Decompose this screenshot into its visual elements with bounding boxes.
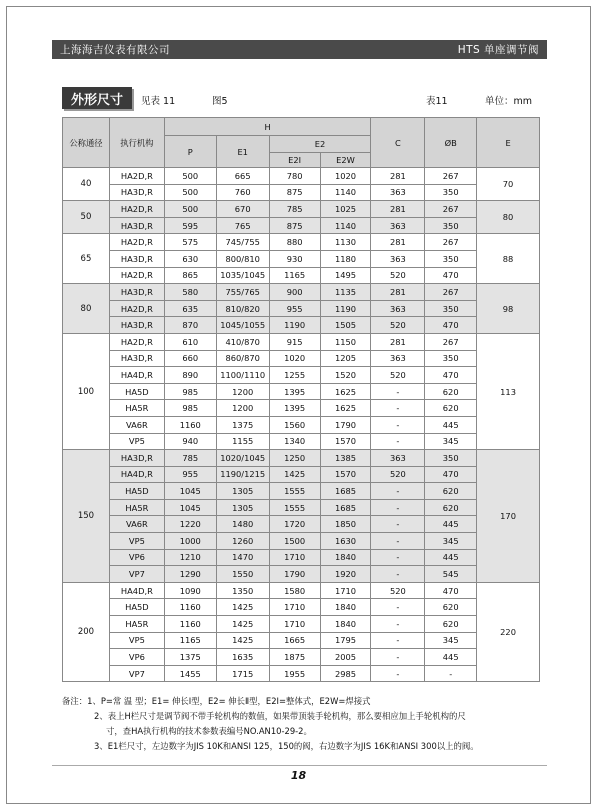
table-row — [63, 649, 540, 666]
see-table-ref: 见表 11 — [141, 96, 176, 107]
cell-e2w: 1625 — [320, 383, 371, 400]
cell-e2i: 1710 — [269, 599, 320, 616]
cell-e2w: 1020 — [320, 168, 371, 185]
header-e: E — [477, 118, 540, 168]
cell-ob: 267 — [425, 201, 477, 218]
cell-e2w: 1385 — [320, 450, 371, 467]
cell-ob: 470 — [425, 317, 477, 334]
cell-actuator: VP5 — [109, 433, 164, 450]
cell-p: 1160 — [164, 616, 216, 633]
cell-ob: 620 — [425, 499, 477, 516]
cell-e2i: 780 — [269, 168, 320, 185]
cell-e1: 1190/1215 — [216, 466, 269, 483]
table-row — [63, 300, 540, 317]
cell-e2i: 1875 — [269, 649, 320, 666]
cell-c: 281 — [371, 234, 425, 251]
unit-label: 单位：mm — [485, 96, 533, 107]
cell-e2w: 1135 — [320, 284, 371, 301]
cell-p: 580 — [164, 284, 216, 301]
header-p: P — [164, 136, 216, 168]
cell-e2w: 1505 — [320, 317, 371, 334]
cell-c: - — [371, 516, 425, 533]
cell-actuator: VP6 — [109, 549, 164, 566]
cell-e1: 410/870 — [216, 333, 269, 350]
footer-rule — [52, 765, 547, 766]
header-h: H — [164, 118, 371, 136]
cell-ob: 470 — [425, 267, 477, 284]
cell-p: 1045 — [164, 499, 216, 516]
cell-e2i: 1250 — [269, 450, 320, 467]
cell-e: 80 — [477, 201, 540, 234]
cell-e: 220 — [477, 582, 540, 682]
cell-e2w: 1790 — [320, 416, 371, 433]
cell-e1: 755/765 — [216, 284, 269, 301]
cell-dn: 150 — [63, 450, 110, 583]
cell-e1: 800/810 — [216, 250, 269, 267]
cell-e1: 1045/1055 — [216, 317, 269, 334]
cell-e2i: 875 — [269, 217, 320, 234]
cell-e1: 1550 — [216, 566, 269, 583]
cell-e: 98 — [477, 284, 540, 334]
cell-ob: 620 — [425, 383, 477, 400]
cell-e: 170 — [477, 450, 540, 583]
cell-actuator: HA5D — [109, 383, 164, 400]
cell-actuator: HA2D,R — [109, 333, 164, 350]
cell-c: - — [371, 632, 425, 649]
table-row — [63, 367, 540, 384]
cell-p: 985 — [164, 383, 216, 400]
cell-ob: 445 — [425, 549, 477, 566]
cell-p: 985 — [164, 400, 216, 417]
cell-e1: 1200 — [216, 400, 269, 417]
cell-p: 1220 — [164, 516, 216, 533]
cell-p: 635 — [164, 300, 216, 317]
cell-e2w: 2005 — [320, 649, 371, 666]
table-row — [63, 499, 540, 516]
cell-e1: 1375 — [216, 416, 269, 433]
cell-p: 1160 — [164, 416, 216, 433]
figure-ref: 图5 — [212, 96, 228, 107]
cell-e2i: 1955 — [269, 665, 320, 682]
cell-actuator: HA3D,R — [109, 250, 164, 267]
cell-dn: 40 — [63, 168, 110, 201]
cell-ob: 345 — [425, 533, 477, 550]
product-name: HTS 单座调节阀 — [457, 44, 539, 56]
table-row — [63, 217, 540, 234]
table-row — [63, 201, 540, 218]
cell-e2i: 1165 — [269, 267, 320, 284]
cell-e2i: 1710 — [269, 549, 320, 566]
cell-ob: 620 — [425, 599, 477, 616]
table-row — [63, 250, 540, 267]
table-row — [63, 549, 540, 566]
cell-c: 363 — [371, 217, 425, 234]
cell-ob: 545 — [425, 566, 477, 583]
header-ob: ØB — [425, 118, 477, 168]
cell-ob: 350 — [425, 217, 477, 234]
company-name: 上海海吉仪表有限公司 — [60, 44, 170, 56]
header-e2: E2 — [269, 136, 371, 153]
cell-p: 940 — [164, 433, 216, 450]
cell-c: 363 — [371, 300, 425, 317]
cell-p: 1165 — [164, 632, 216, 649]
cell-c: 363 — [371, 450, 425, 467]
cell-e2i: 875 — [269, 184, 320, 201]
cell-p: 575 — [164, 234, 216, 251]
cell-e2w: 1190 — [320, 300, 371, 317]
cell-e2i: 900 — [269, 284, 320, 301]
cell-e2i: 955 — [269, 300, 320, 317]
cell-p: 1375 — [164, 649, 216, 666]
cell-p: 865 — [164, 267, 216, 284]
cell-e2w: 1520 — [320, 367, 371, 384]
section-title: 外形尺寸 — [62, 87, 132, 109]
cell-c: 363 — [371, 350, 425, 367]
cell-ob: 267 — [425, 168, 477, 185]
table-row — [63, 383, 540, 400]
cell-e2i: 1425 — [269, 466, 320, 483]
cell-e2w: 1840 — [320, 599, 371, 616]
cell-e1: 860/870 — [216, 350, 269, 367]
cell-e1: 1425 — [216, 616, 269, 633]
cell-e1: 1260 — [216, 533, 269, 550]
cell-e2i: 1665 — [269, 632, 320, 649]
cell-e1: 1480 — [216, 516, 269, 533]
cell-e2i: 915 — [269, 333, 320, 350]
cell-dn: 200 — [63, 582, 110, 682]
cell-e1: 1100/1110 — [216, 367, 269, 384]
cell-e2w: 1850 — [320, 516, 371, 533]
table-row — [63, 350, 540, 367]
cell-actuator: VP5 — [109, 533, 164, 550]
cell-e2i: 1395 — [269, 400, 320, 417]
cell-e2w: 1840 — [320, 549, 371, 566]
table-row — [63, 665, 540, 682]
table-row — [63, 616, 540, 633]
cell-e2i: 1560 — [269, 416, 320, 433]
cell-e2i: 1395 — [269, 383, 320, 400]
table-row — [63, 333, 540, 350]
cell-c: - — [371, 416, 425, 433]
cell-ob: 620 — [425, 400, 477, 417]
cell-dn: 80 — [63, 284, 110, 334]
cell-c: - — [371, 499, 425, 516]
cell-ob: 350 — [425, 184, 477, 201]
cell-p: 500 — [164, 168, 216, 185]
cell-ob: 350 — [425, 350, 477, 367]
table-row — [63, 632, 540, 649]
header-e2w: E2W — [320, 153, 371, 168]
cell-ob: - — [425, 665, 477, 682]
cell-actuator: HA4D,R — [109, 582, 164, 599]
cell-e2w: 1840 — [320, 616, 371, 633]
table-row — [63, 234, 540, 251]
cell-e: 88 — [477, 234, 540, 284]
cell-actuator: HA2D,R — [109, 234, 164, 251]
cell-ob: 345 — [425, 433, 477, 450]
cell-actuator: HA2D,R — [109, 201, 164, 218]
cell-c: 281 — [371, 201, 425, 218]
cell-e2i: 1255 — [269, 367, 320, 384]
table-row — [63, 599, 540, 616]
cell-c: - — [371, 383, 425, 400]
cell-e1: 1470 — [216, 549, 269, 566]
cell-dn: 100 — [63, 333, 110, 449]
table-row — [63, 466, 540, 483]
cell-e2i: 1500 — [269, 533, 320, 550]
table-row — [63, 516, 540, 533]
cell-e2w: 1205 — [320, 350, 371, 367]
table-number: 表11 — [426, 96, 448, 107]
cell-e2w: 1570 — [320, 433, 371, 450]
cell-e: 70 — [477, 168, 540, 201]
cell-c: - — [371, 549, 425, 566]
note-2: 2、表上H栏尺寸是调节阀不带手轮机构的数值，如果带顶装手轮机构，那么要相应加上手轮机构的尺 — [94, 711, 466, 721]
cell-e1: 745/755 — [216, 234, 269, 251]
cell-e2i: 1710 — [269, 616, 320, 633]
cell-p: 890 — [164, 367, 216, 384]
cell-c: - — [371, 400, 425, 417]
cell-p: 1455 — [164, 665, 216, 682]
cell-c: - — [371, 566, 425, 583]
table-row — [63, 533, 540, 550]
dimension-table — [62, 117, 540, 682]
cell-e2w: 1685 — [320, 483, 371, 500]
cell-e2w: 1710 — [320, 582, 371, 599]
page-number: 18 — [290, 769, 307, 782]
cell-c: 363 — [371, 184, 425, 201]
cell-ob: 350 — [425, 300, 477, 317]
cell-actuator: VA6R — [109, 516, 164, 533]
cell-p: 1045 — [164, 483, 216, 500]
cell-e2w: 1795 — [320, 632, 371, 649]
table-row — [63, 582, 540, 599]
cell-c: 281 — [371, 333, 425, 350]
cell-actuator: HA2D,R — [109, 300, 164, 317]
cell-e: 113 — [477, 333, 540, 449]
cell-e1: 1635 — [216, 649, 269, 666]
cell-e2w: 1920 — [320, 566, 371, 583]
note-1: 备注：1、P=常 温 型；E1= 伸长Ⅰ型，E2= 伸长Ⅱ型，E2I=整体式，E2W=焊接式 — [62, 696, 371, 706]
cell-ob: 267 — [425, 234, 477, 251]
cell-p: 500 — [164, 184, 216, 201]
cell-actuator: VA6R — [109, 416, 164, 433]
cell-c: 281 — [371, 284, 425, 301]
cell-ob: 470 — [425, 367, 477, 384]
cell-c: 520 — [371, 367, 425, 384]
cell-e1: 1425 — [216, 599, 269, 616]
cell-e1: 1035/1045 — [216, 267, 269, 284]
cell-ob: 445 — [425, 649, 477, 666]
header-e2i: E2Ⅰ — [269, 153, 320, 168]
table-row — [63, 184, 540, 201]
table-row — [63, 400, 540, 417]
cell-e1: 1200 — [216, 383, 269, 400]
cell-p: 595 — [164, 217, 216, 234]
cell-p: 1210 — [164, 549, 216, 566]
cell-c: - — [371, 649, 425, 666]
cell-e2i: 1580 — [269, 582, 320, 599]
cell-dn: 50 — [63, 201, 110, 234]
cell-ob: 350 — [425, 250, 477, 267]
section-heading-row — [62, 87, 547, 109]
cell-p: 785 — [164, 450, 216, 467]
cell-ob: 470 — [425, 466, 477, 483]
cell-actuator: HA3D,R — [109, 350, 164, 367]
cell-e2w: 1685 — [320, 499, 371, 516]
cell-e1: 1305 — [216, 499, 269, 516]
cell-c: - — [371, 599, 425, 616]
cell-actuator: VP7 — [109, 566, 164, 583]
cell-e1: 810/820 — [216, 300, 269, 317]
cell-actuator: HA5R — [109, 400, 164, 417]
table-row — [63, 483, 540, 500]
cell-actuator: VP5 — [109, 632, 164, 649]
cell-e2w: 1625 — [320, 400, 371, 417]
cell-e2w: 1495 — [320, 267, 371, 284]
cell-e2w: 1150 — [320, 333, 371, 350]
cell-ob: 620 — [425, 483, 477, 500]
cell-e1: 760 — [216, 184, 269, 201]
table-row — [63, 267, 540, 284]
notes — [62, 694, 542, 754]
cell-ob: 445 — [425, 516, 477, 533]
table-row — [63, 450, 540, 467]
cell-e2w: 1140 — [320, 217, 371, 234]
cell-ob: 345 — [425, 632, 477, 649]
cell-ob: 267 — [425, 284, 477, 301]
cell-p: 870 — [164, 317, 216, 334]
header-actuator: 执行机构 — [109, 118, 164, 168]
cell-dn: 65 — [63, 234, 110, 284]
cell-e2i: 930 — [269, 250, 320, 267]
cell-actuator: HA3D,R — [109, 317, 164, 334]
cell-c: 520 — [371, 317, 425, 334]
cell-e2i: 1340 — [269, 433, 320, 450]
cell-actuator: HA4D,R — [109, 466, 164, 483]
cell-c: 281 — [371, 168, 425, 185]
cell-e1: 1350 — [216, 582, 269, 599]
cell-e2i: 785 — [269, 201, 320, 218]
note-2-continued: 寸，查HA执行机构的技术参数表编号NO.AN10-29-2。 — [106, 726, 312, 736]
cell-p: 1090 — [164, 582, 216, 599]
cell-p: 630 — [164, 250, 216, 267]
cell-c: - — [371, 433, 425, 450]
cell-e1: 665 — [216, 168, 269, 185]
cell-actuator: HA3D,R — [109, 217, 164, 234]
cell-actuator: HA5D — [109, 599, 164, 616]
cell-actuator: HA3D,R — [109, 184, 164, 201]
cell-c: 520 — [371, 582, 425, 599]
cell-p: 1000 — [164, 533, 216, 550]
cell-e2w: 1630 — [320, 533, 371, 550]
table-row — [63, 433, 540, 450]
cell-e1: 670 — [216, 201, 269, 218]
page-header — [52, 40, 547, 59]
note-3: 3、E1栏尺寸，左边数字为JIS 10K和ANSI 125，150的阀，右边数字为JIS 16K和ANSI 300以上的阀。 — [94, 741, 479, 751]
cell-c: - — [371, 533, 425, 550]
cell-actuator: HA3D,R — [109, 450, 164, 467]
cell-e2i: 1555 — [269, 499, 320, 516]
cell-e2i: 1190 — [269, 317, 320, 334]
cell-actuator: VP7 — [109, 665, 164, 682]
cell-e2i: 1020 — [269, 350, 320, 367]
cell-actuator: HA5R — [109, 499, 164, 516]
cell-p: 955 — [164, 466, 216, 483]
cell-p: 610 — [164, 333, 216, 350]
cell-p: 1160 — [164, 599, 216, 616]
cell-c: - — [371, 665, 425, 682]
cell-ob: 267 — [425, 333, 477, 350]
cell-actuator: HA4D,R — [109, 367, 164, 384]
cell-e2w: 1570 — [320, 466, 371, 483]
header-dn: 公称通径 — [63, 118, 110, 168]
cell-ob: 620 — [425, 616, 477, 633]
cell-actuator: HA2D,R — [109, 267, 164, 284]
cell-ob: 470 — [425, 582, 477, 599]
cell-ob: 445 — [425, 416, 477, 433]
table-row — [63, 416, 540, 433]
cell-e2w: 2985 — [320, 665, 371, 682]
table-row — [63, 317, 540, 334]
cell-actuator: HA5R — [109, 616, 164, 633]
cell-ob: 350 — [425, 450, 477, 467]
cell-e1: 1020/1045 — [216, 450, 269, 467]
table-row — [63, 566, 540, 583]
cell-actuator: HA3D,R — [109, 284, 164, 301]
cell-e1: 765 — [216, 217, 269, 234]
cell-e1: 1305 — [216, 483, 269, 500]
cell-e2i: 1555 — [269, 483, 320, 500]
cell-p: 500 — [164, 201, 216, 218]
cell-c: - — [371, 483, 425, 500]
table-body — [63, 168, 540, 682]
cell-actuator: HA5D — [109, 483, 164, 500]
cell-e2i: 1720 — [269, 516, 320, 533]
cell-e1: 1155 — [216, 433, 269, 450]
cell-c: - — [371, 616, 425, 633]
cell-p: 1290 — [164, 566, 216, 583]
cell-c: 363 — [371, 250, 425, 267]
cell-e2w: 1025 — [320, 201, 371, 218]
cell-e2i: 880 — [269, 234, 320, 251]
table-row — [63, 168, 540, 185]
cell-e1: 1425 — [216, 632, 269, 649]
cell-e2w: 1140 — [320, 184, 371, 201]
cell-e2w: 1180 — [320, 250, 371, 267]
cell-e2i: 1790 — [269, 566, 320, 583]
cell-c: 520 — [371, 267, 425, 284]
cell-e2w: 1130 — [320, 234, 371, 251]
table-row — [63, 284, 540, 301]
header-c: C — [371, 118, 425, 168]
cell-e1: 1715 — [216, 665, 269, 682]
header-e1: E1 — [216, 136, 269, 168]
cell-actuator: VP6 — [109, 649, 164, 666]
cell-c: 520 — [371, 466, 425, 483]
cell-actuator: HA2D,R — [109, 168, 164, 185]
cell-p: 660 — [164, 350, 216, 367]
